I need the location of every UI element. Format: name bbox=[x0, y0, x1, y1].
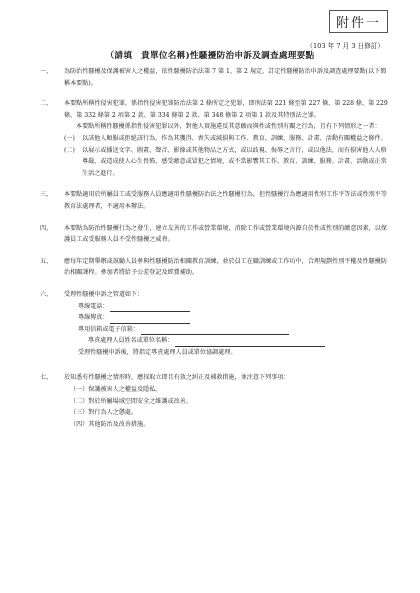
form-field-fax[interactable] bbox=[78, 312, 392, 324]
subclause-number: (一) bbox=[64, 134, 75, 142]
subclause-number: (二) bbox=[64, 146, 75, 154]
section-7 bbox=[40, 372, 392, 430]
section-text: 本要點適用於所屬員工或受服務人員應適用性騷擾防治法之性騷擾行為，但性騷擾行為應適用性別工作平等法或性別平等教育法處理者，不適用本辦法。 bbox=[64, 191, 387, 210]
subclause bbox=[64, 145, 392, 180]
list-item: （四）其他防治及改善措施。 bbox=[70, 420, 150, 428]
section-text: 本要點為防治性騷擾行為之發生，建立友善的工作或營業環境，消除工作或營業環境內源自於性或性別的敵意因素，以保護員工或受服務人員不受性騷擾之威脅。 bbox=[64, 224, 387, 244]
section-number: 六、 bbox=[40, 290, 53, 298]
form-label: 專線傳真： bbox=[78, 314, 109, 322]
subclause-text: 以展示或播送文字、圖畫、聲音、影像或其他物品之方式，或以歧視、侮辱之言行，或以他法，而有損害他人人格尊嚴，或造成使人心生畏怖、感受敵意或冒犯之情境，或不當影響其工作、教育、訓練、服務、計畫、活動或正常生活之進行。 bbox=[82, 146, 387, 177]
list-item: （三）對行為人之懲處。 bbox=[70, 409, 138, 417]
form-label: 專用信箱或電子信箱： bbox=[78, 325, 139, 333]
section-number: 二、 bbox=[40, 100, 53, 108]
form-label: 專責處理人員姓名或單位名稱： bbox=[88, 337, 174, 345]
document-body bbox=[40, 62, 392, 430]
form-note-text: 受理性騷擾申訴後，將指定專責處理人員或單位協調處理。 bbox=[78, 348, 237, 356]
section-text: 受理性騷擾申訴之管道如下： bbox=[64, 290, 144, 298]
section-number: 三、 bbox=[40, 191, 53, 199]
section-text: 應每年定期舉辦或鼓勵人員參與性騷擾防治相關教育訓練，並於員工在職訓練或工作坊中，合理規劃性別平權及性騷擾防治相關課程。參加者將給予公差登記及經費補助。 bbox=[64, 257, 387, 277]
form-label: 專線電話： bbox=[78, 302, 109, 310]
form-blank[interactable] bbox=[175, 338, 325, 347]
form-blank[interactable] bbox=[141, 326, 289, 335]
section-number: 一、 bbox=[40, 68, 53, 75]
list-item: （二）對於所屬場域空間安全之維護或改善。 bbox=[70, 397, 192, 405]
section-text: 為防治性騷擾及保護被害人之權益，依性騷擾防治法第 7 第 1、第 2 規定，訂定性騷擾防治申訴及調查處理要點(以下簡稱本要點)。 bbox=[64, 68, 387, 87]
subclause-text: 以該他人順服或拒絕該行為，作為其獲得、喪失或減損與工作、教育、訓練、服務、計畫、活動有關權益之條件。 bbox=[82, 134, 387, 142]
form-blank[interactable] bbox=[110, 315, 190, 324]
section-text: 本要點所稱性侵害犯罪，係指性侵害犯罪防治法第 2 條所定之犯罪，即刑法第 221 條至第 227 條、第 228 條、第 229 條、第 332 條第 2 項第 2 款、第 334 條第 2 款、第 348 條第 2 項第 1 款及其特別法之罪。 bbox=[64, 100, 388, 119]
section-3 bbox=[40, 189, 392, 212]
section-5 bbox=[40, 256, 392, 279]
form-note bbox=[78, 347, 392, 359]
list-item: （一）保護被害人之權益及隱私。 bbox=[70, 386, 162, 394]
section-text: 於知悉有性騷擾之情形時，應採取立即且有效之糾正及補救措施，並注意下列事項： bbox=[64, 374, 290, 382]
annex-tag: 附件一 bbox=[329, 10, 388, 33]
document-title: （請填 貴單位名稱)性騷擾防治申訴及調查處理要點 bbox=[105, 51, 315, 61]
form-field-email[interactable] bbox=[78, 324, 392, 336]
revision-date: （103 年 7 月 3 日修訂） bbox=[306, 42, 384, 50]
form-field-handler[interactable] bbox=[88, 335, 392, 347]
section-2 bbox=[40, 98, 392, 179]
section-number: 四、 bbox=[40, 224, 53, 232]
section-number: 七、 bbox=[40, 374, 53, 382]
section-6 bbox=[40, 289, 392, 359]
section-number: 五、 bbox=[40, 257, 53, 265]
section-4 bbox=[40, 223, 392, 246]
subclause bbox=[64, 133, 392, 145]
section-text: 本要點所稱性騷擾係指性侵害犯罪以外，對他人實施違反其意願而與性或性別有關之行為，且有下列情形之一者： bbox=[76, 123, 381, 131]
form-blank[interactable] bbox=[110, 303, 190, 312]
section-1 bbox=[40, 66, 392, 89]
form-field-phone[interactable] bbox=[78, 301, 392, 313]
